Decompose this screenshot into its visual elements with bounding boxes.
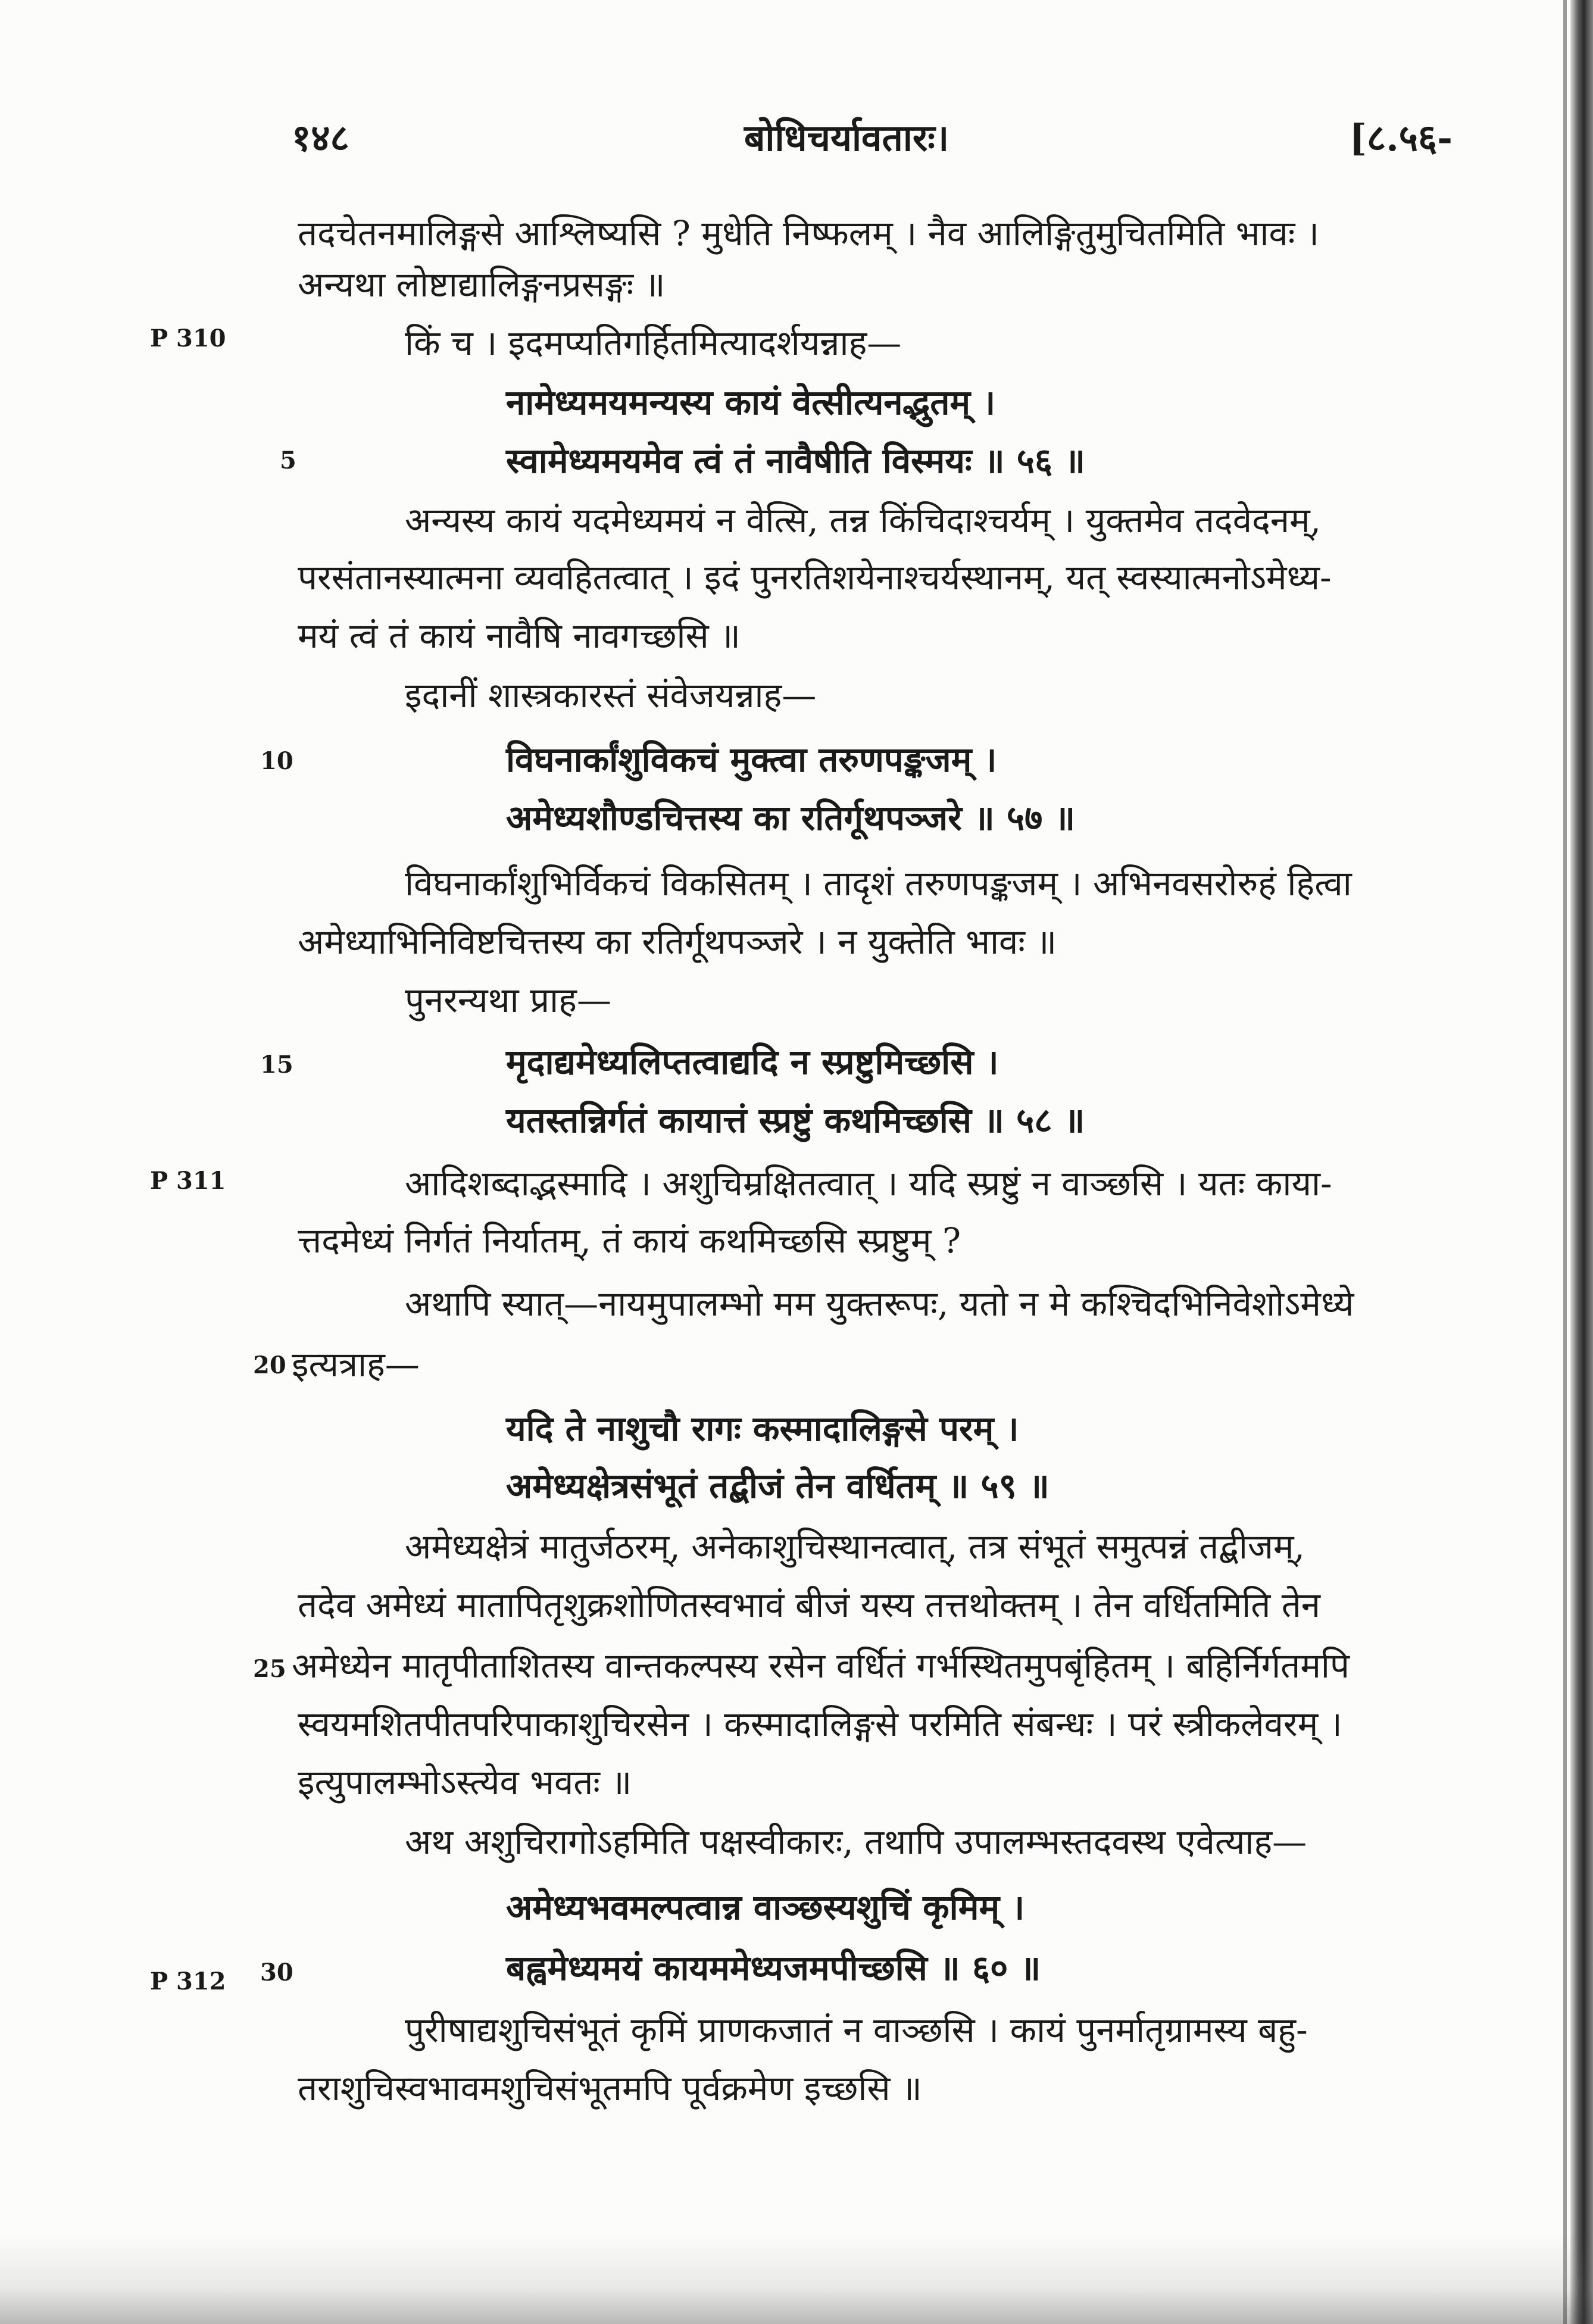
text-line: स्वयमशितपीतपरिपाकाशुचिरसेन । कस्मादालिङ्गसे परमिति संबन्धः । परं स्त्रीकलेवरम् । [298, 1704, 1342, 1744]
margin-ref: P 312 [150, 1967, 226, 1995]
line-number: 10 [260, 747, 293, 775]
verse-line: अमेध्यभवमल्पत्वान्न वाञ्छस्यशुचिं कृमिम् । [506, 1887, 1025, 1928]
text-line: अन्यस्य कायं यदमेध्यमयं न वेत्सि, तन्न किंचिदाश्चर्यम् । युक्तमेव तदवेदनम्, [405, 500, 1322, 541]
text-line: अन्यथा लोष्टाद्यालिङ्गनप्रसङ्गः ॥ [298, 264, 666, 305]
line-number: 15 [260, 1051, 293, 1079]
text-line: इदानीं शास्त्रकारस्तं संवेजयन्नाह— [405, 675, 817, 716]
text-line: किं च । इदमप्यतिगर्हितमित्यादर्शयन्नाह— [405, 323, 902, 363]
scan-bottom-shade [0, 2235, 1593, 2324]
line-number: 25 [253, 1655, 286, 1683]
text-line: अमेध्येन मातृपीताशितस्य वान्तकल्पस्य रसेन वर्धितं गर्भस्थितमुपबृंहितम् । बहिर्निर्गतमपि [292, 1645, 1350, 1686]
margin-ref: P 310 [150, 324, 226, 352]
page-title: बोधिचर्यावतारः। [744, 116, 949, 160]
text-line: अमेध्याभिनिविष्टचित्तस्य का रतिर्गूथपञ्जरे । न युक्तेति भावः ॥ [298, 922, 1057, 962]
verse-line: स्वामेध्यमयमेव त्वं तं नावैषीति विस्मयः ॥ ५६ ॥ [506, 441, 1086, 481]
verse-line: नामेध्यमयमन्यस्य कायं वेत्सीत्यनद्भुतम् । [506, 382, 996, 423]
text-line: त्तदमेध्यं निर्गतं निर्यातम्, तं कायं कथमिच्छसि स्प्रष्टुम् ? [298, 1220, 961, 1261]
text-line: अमेध्यक्षेत्रं मातुर्जठरम्, अनेकाशुचिस्थानत्वात्, तत्र संभूतं समुत्पन्नं तद्बीजम्, [405, 1526, 1305, 1567]
text-line: मयं त्वं तं कायं नावैषि नावगच्छसि ॥ [298, 616, 741, 656]
text-line: तदचेतनमालिङ्गसे आश्लिष्यसि ? मुधेति निष्फलम् । नैव आलिङ्गितुमुचितमिति भावः । [298, 213, 1319, 254]
text-line: इत्यत्राह— [292, 1344, 420, 1385]
verse-line: मृदाद्यमेध्यलिप्तत्वाद्यदि न स्प्रष्टुमिच्छसि । [506, 1042, 999, 1082]
page-number: १४८ [292, 116, 349, 160]
text-line: तदेव अमेध्यं मातापितृशुक्रशोणितस्वभावं बीजं यस्य तत्तथोक्तम् । तेन वर्धितमिति तेन [298, 1585, 1320, 1625]
text-line: इत्युपालम्भोऽस्त्येव भवतः ॥ [298, 1762, 632, 1803]
text-line: पुरीषाद्यशुचिसंभूतं कृमिं प्राणकजातं न वाञ्छसि । कायं पुनर्मातृग्रामस्य बहु- [405, 2010, 1308, 2050]
text-line: पुनरन्यथा प्राह— [405, 980, 611, 1020]
running-header [292, 112, 1453, 165]
verse-line: अमेध्यशौण्डचित्तस्य का रतिर्गूथपञ्जरे ॥ ५७ ॥ [506, 798, 1076, 838]
text-line: आदिशब्दाद्भस्मादि । अशुचिम्रक्षितत्वात् । यदि स्प्रष्टुं न वाञ्छसि । यतः काया- [405, 1163, 1332, 1204]
text-line: अथापि स्यात्—नायमुपालम्भो मम युक्तरूपः, यतो न मे कश्चिदभिनिवेशोऽमेध्ये [405, 1283, 1354, 1324]
page-edge-line [1563, 0, 1567, 2324]
verse-line: बह्वमेध्यमयं कायममेध्यजमपीच्छसि ॥ ६० ॥ [506, 1948, 1041, 1988]
text-line: अथ अशुचिरागोऽहमिति पक्षस्वीकारः, तथापि उपालम्भस्तदवस्थ एवेत्याह— [405, 1822, 1307, 1862]
text-line: परसंतानस्यात्मना व्यवहितत्वात् । इदं पुनरतिशयेनाश्चर्यस्थानम्, यत् स्वस्यात्मनोऽमेध्य- [298, 557, 1332, 598]
margin-ref: P 311 [150, 1167, 226, 1195]
page-edge-shadow [1570, 0, 1593, 2324]
verse-line: यतस्तन्निर्गतं कायात्तं स्प्रष्टुं कथमिच्छसि ॥ ५८ ॥ [506, 1100, 1085, 1141]
verse-line: यदि ते नाशुचौ रागः कस्मादालिङ्गसे परम् । [506, 1408, 1019, 1449]
verse-reference: [८.५६- [1349, 116, 1453, 160]
line-number: 5 [280, 446, 296, 474]
verse-line: अमेध्यक्षेत्रसंभूतं तद्बीजं तेन वर्धितम् ॥ ५९ ॥ [506, 1466, 1049, 1506]
text-line: तराशुचिस्वभावमशुचिसंभूतमपि पूर्वक्रमेण इच्छसि ॥ [298, 2068, 922, 2109]
line-number: 30 [260, 1958, 293, 1986]
text-line: विघनार्कांशुभिर्विकचं विकसितम् । तादृशं तरुणपङ्कजम् । अभिनवसरोरुहं हित्वा [405, 863, 1352, 904]
line-number: 20 [253, 1351, 286, 1379]
verse-line: विघनार्कांशुविकचं मुक्त्वा तरुणपङ्कजम् । [506, 739, 997, 780]
